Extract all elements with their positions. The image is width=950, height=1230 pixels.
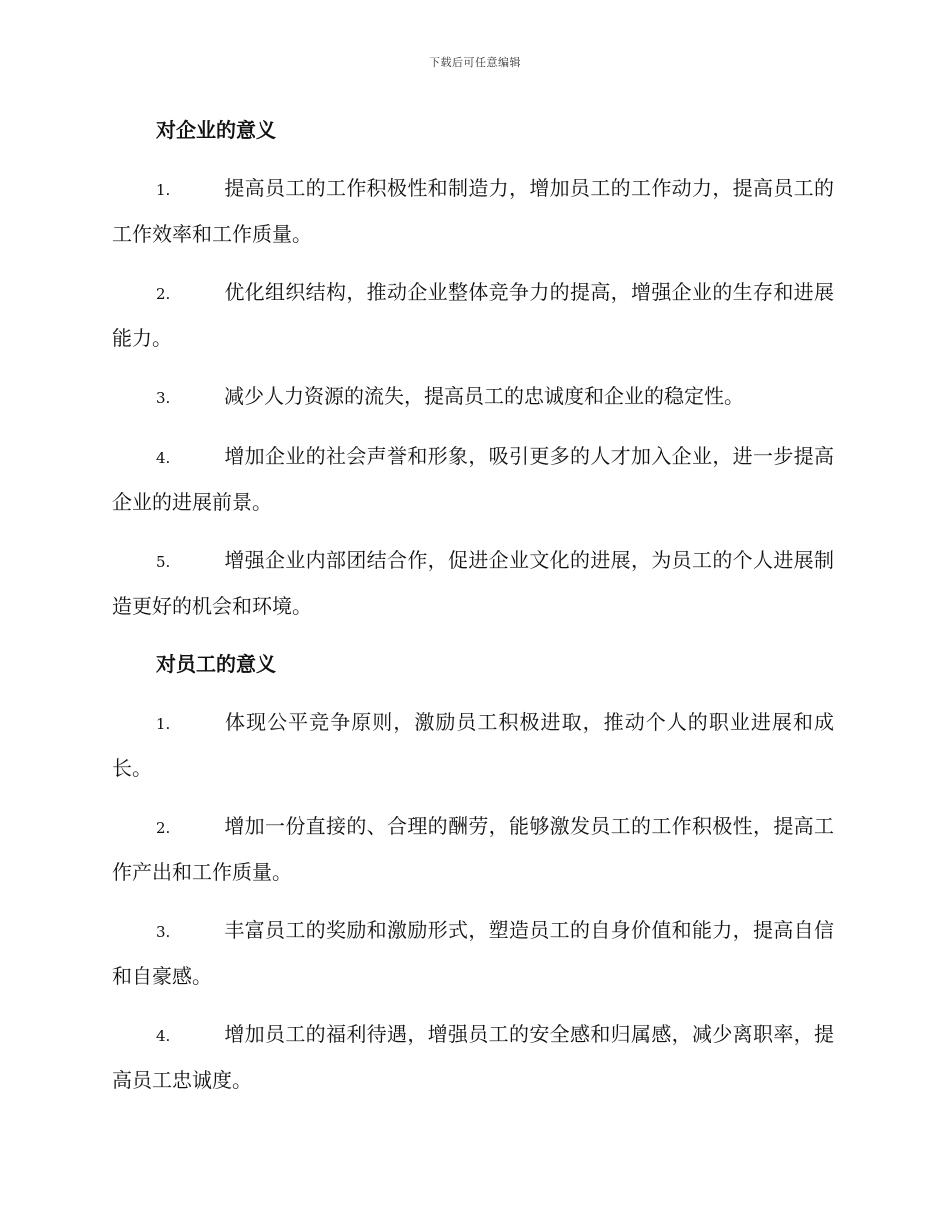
list-item: [112, 434, 834, 524]
item-number: 2.: [156, 819, 171, 837]
section-enterprise: [112, 108, 834, 628]
item-text: 增加一份直接的、合理的酬劳，能够激发员工的工作积极性，提高工作产出和工作质量。: [112, 814, 834, 884]
section-heading: 对企业的意义: [156, 118, 276, 142]
document-body: [112, 108, 834, 1116]
item-number: 2.: [156, 285, 171, 303]
list-item: [112, 908, 834, 998]
item-text: 增加企业的社会声誉和形象，吸引更多的人才加入企业，进一步提高企业的进展前景。: [112, 444, 834, 514]
section-heading: 对员工的意义: [156, 652, 276, 676]
page-header: 下载后可任意编辑: [429, 56, 521, 69]
list-item: [112, 166, 834, 256]
list-item: [112, 1012, 834, 1102]
item-text: 增加员工的福利待遇，增强员工的安全感和归属感，减少离职率，提高员工忠诚度。: [112, 1022, 834, 1092]
list-item: [112, 538, 834, 628]
item-number: 1.: [156, 181, 171, 199]
list-item: [112, 700, 834, 790]
item-number: 4.: [156, 449, 171, 467]
item-text: 优化组织结构，推动企业整体竞争力的提高，增强企业的生存和进展能力。: [112, 280, 834, 350]
item-text: 减少人力资源的流失，提高员工的忠诚度和企业的稳定性。: [224, 384, 744, 408]
section-employee: [112, 642, 834, 1102]
list-item: [112, 804, 834, 894]
item-number: 3.: [156, 389, 171, 407]
list-item: [112, 270, 834, 360]
item-text: 增强企业内部团结合作，促进企业文化的进展，为员工的个人进展制造更好的机会和环境。: [112, 548, 834, 618]
item-text: 丰富员工的奖励和激励形式，塑造员工的自身价值和能力，提高自信和自豪感。: [112, 918, 834, 988]
item-number: 3.: [156, 923, 171, 941]
item-number: 1.: [156, 715, 171, 733]
item-number: 5.: [156, 553, 171, 571]
item-text: 体现公平竞争原则，激励员工积极进取，推动个人的职业进展和成长。: [112, 710, 834, 780]
item-number: 4.: [156, 1027, 171, 1045]
item-text: 提高员工的工作积极性和制造力，增加员工的工作动力，提高员工的工作效率和工作质量。: [112, 176, 834, 246]
list-item: [112, 374, 834, 420]
